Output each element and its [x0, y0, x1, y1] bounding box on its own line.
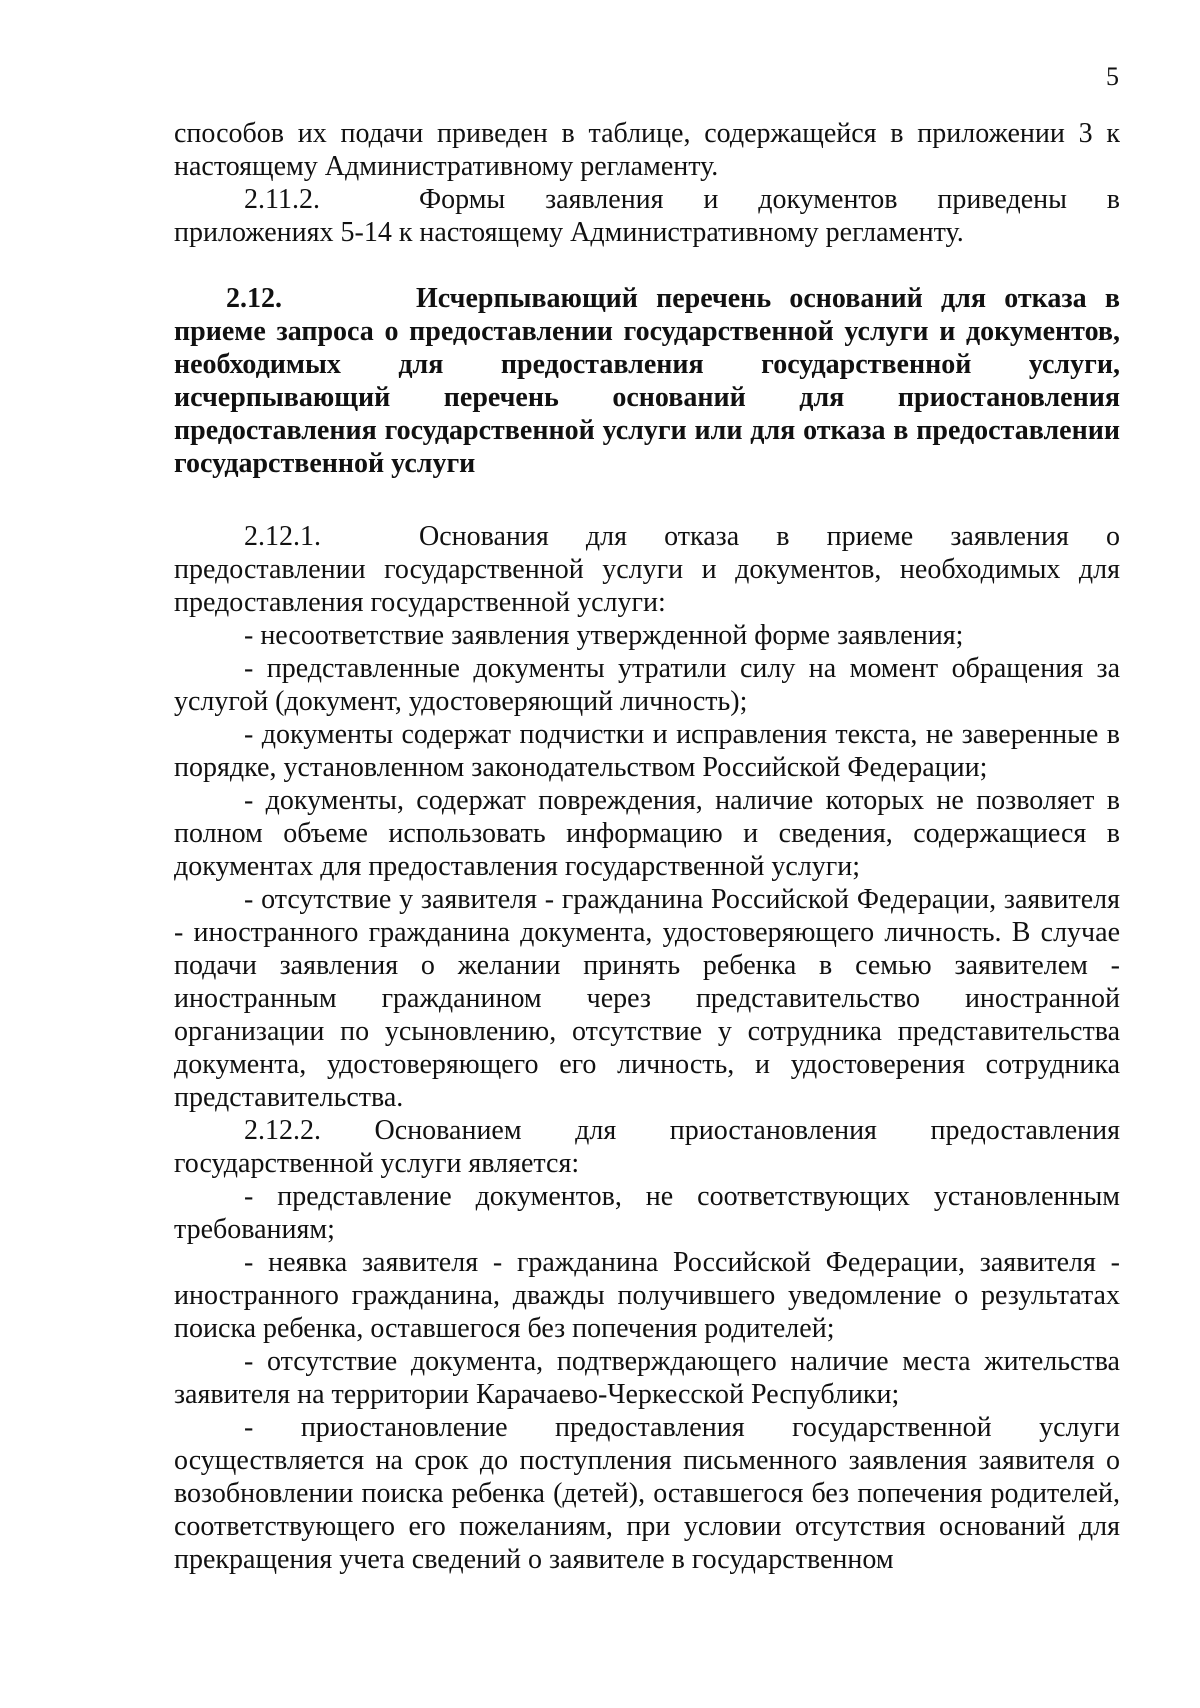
clause-2-12-1 [174, 520, 1120, 619]
document-body [174, 117, 1120, 1576]
clause-2-11-2 [174, 183, 1120, 249]
section-heading-2-12 [174, 282, 1120, 480]
clause-number: 2.12.1. [244, 521, 321, 552]
clause-number: 2.11.2. [244, 184, 320, 215]
clause-text: Формы заявления и документов приведены в приложениях 5-14 к настоящему Административному регламенту. [174, 184, 1120, 248]
list-item: - отсутствие у заявителя - гражданина Российской Федерации, заявителя - иностранного гражданина документа, удостоверяющего личность. В случае подачи заявления о желании принять ребенка в семью заявителем - иностранным гражданином через представительство иностранной организации по усыновлению, отсутствие у сотрудника представительства документа, удостоверяющего его личность, и удостоверения сотрудника представительства. [174, 884, 1120, 1113]
list-item: - несоответствие заявления утвержденной форме заявления; [244, 620, 964, 651]
spacer [174, 480, 1120, 520]
list-item: - неявка заявителя - гражданина Российской Федерации, заявителя - иностранного гражданина, дважды получившего уведомление о результатах поиска ребенка, оставшегося без попечения родителей; [174, 1247, 1120, 1344]
clause-2-12-2: 2.12.2. Основанием для приостановления предоставления государственной услуги является: [174, 1115, 1120, 1179]
paragraph-continuation: способов их подачи приведен в таблице, содержащейся в приложении 3 к настоящему Административному регламенту. [174, 118, 1120, 182]
page-number: 5 [1106, 62, 1119, 91]
clause-text: Основания для отказа в приеме заявления о предоставлении государственной услуги и документов, необходимых для предоставления государственной услуги: [174, 521, 1120, 618]
section-title: Исчерпывающий перечень оснований для отказа в приеме запроса о предоставлении государственной услуги и документов, необходимых для предоставления государственной услуги, исчерпывающий перечень оснований для приостановления предоставления государственной услуги или для отказа в предоставлении государственной услуги [174, 283, 1120, 479]
list-item: - представленные документы утратили силу на момент обращения за услугой (документ, удостоверяющий личность); [174, 653, 1120, 717]
list-item: - документы, содержат повреждения, наличие которых не позволяет в полном объеме использовать информацию и сведения, содержащиеся в документах для предоставления государственной услуги; [174, 785, 1120, 882]
list-item: - приостановление предоставления государственной услуги осуществляется на срок до поступления письменного заявления заявителя о возобновлении поиска ребенка (детей), оставшегося без попечения родителей, соответствующего его пожеланиям, при условии отсутствия оснований для прекращения учета сведений о заявителе в государственном [174, 1412, 1120, 1575]
section-number: 2.12. [226, 283, 282, 314]
list-item: - отсутствие документа, подтверждающего наличие места жительства заявителя на территории Карачаево-Черкесской Республики; [174, 1346, 1120, 1410]
list-item: - документы содержат подчистки и исправления текста, не заверенные в порядке, установленном законодательством Российской Федерации; [174, 719, 1120, 783]
list-item: - представление документов, не соответствующих установленным требованиям; [174, 1181, 1120, 1245]
